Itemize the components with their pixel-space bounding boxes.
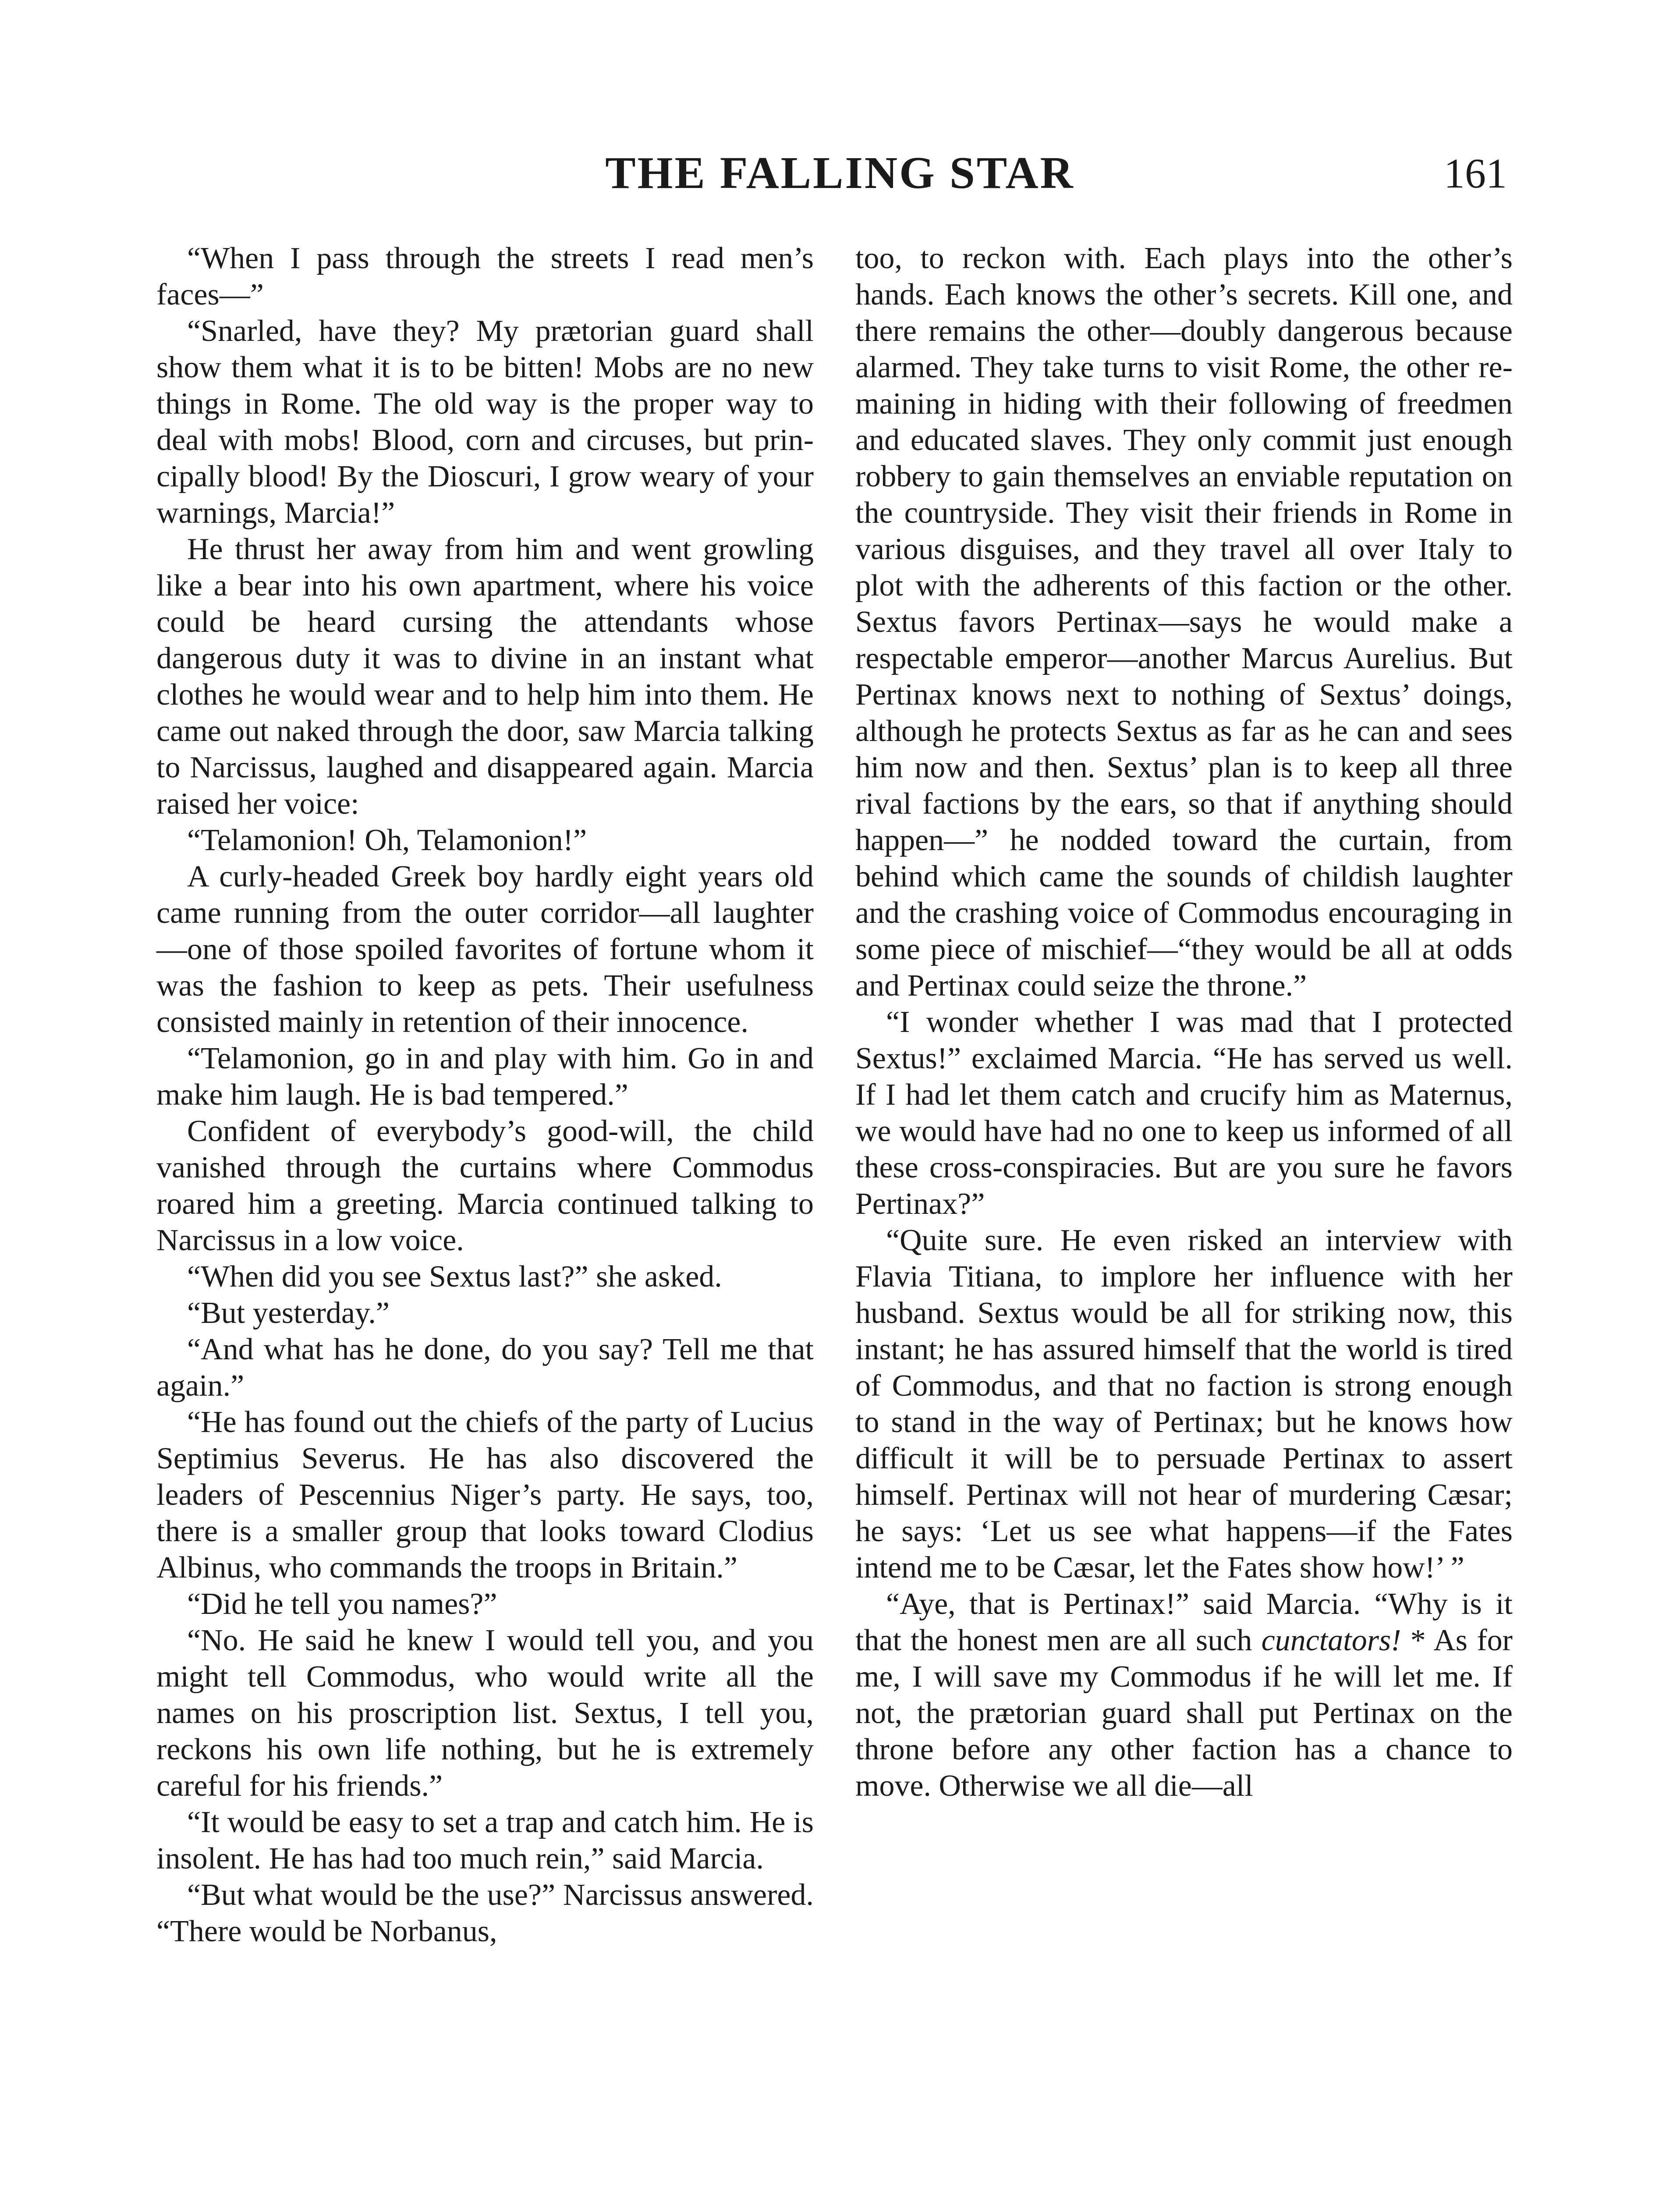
paragraph: A curly-headed Greek boy hardly eight years old came running from the outer corridor—all laughter—one of those spoiled favorites of fortune whom it was the fashion to keep as pets. Their usefulness consisted mainly in retention of their innocence. (156, 860, 814, 1039)
paragraph: “When I pass through the streets I read men’s faces—” (156, 241, 814, 312)
paragraph: “But what would be the use?” Narcissus answered. “There would be Norbanus, (156, 1878, 814, 1948)
paragraph: “Snarled, have they? My prætorian guard shall show them what it is to be bitten! Mobs are no new things in Rome. The old way is the proper way to deal with mobs! Blood, corn and circuses, but principally blood! By the Dioscuri, I grow weary of your warnings, Marcia!” (156, 314, 814, 530)
paragraph: “Telamonion! Oh, Telamonion!” (187, 823, 587, 857)
paragraph: “Did he tell you names?” (187, 1587, 497, 1621)
paragraph: “No. He said he knew I would tell you, and you might tell Commodus, who would write all the names on his proscription list. Sextus, I tell you, reckons his own life nothing, but he is extremely careful for his friends.” (156, 1624, 814, 1803)
page-number: 161 (1444, 150, 1507, 197)
paragraph: “I wonder whether I was mad that I protected Sextus!” exclaimed Marcia. “He has served us well. If I had let them catch and crucify him as Maternus, we would have had no one to keep us informed of all these cross-conspiracies. But are you sure he favors Pertinax?” (855, 1005, 1513, 1221)
paragraph: “And what has he done, do you say? Tell me that again.” (156, 1333, 814, 1403)
paragraph (855, 1586, 1513, 1804)
paragraph: He thrust her away from him and went growling like a bear into his own apartment, where his voice could be heard cursing the attendants whose dangerous duty it was to divine in an instant what clothes he would wear and to help him into them. He came out naked through the door, saw Marcia talking to Narcissus, laughed and disappeared again. Marcia raised her voice: (156, 532, 814, 821)
paragraph: Confident of everybody’s good-will, the child vanished through the curtains where Commodus roared him a greeting. Marcia continued talking to Narcissus in a low voice. (156, 1114, 814, 1257)
paragraph: “Quite sure. He even risked an interview with Flavia Titiana, to implore her influence with her husband. Sextus would be all for striking now, this instant; he has assured himself that the world is tired of Commodus, and that no faction is strong enough to stand in the way of Pertinax; but he knows how difficult it will be to persuade Pertinax to assert himself. Pertinax will not hear of murdering Cæsar; he says: ‘Let us see what happens—if the Fates intend me to be Cæsar, let the Fates show how!’ ” (855, 1223, 1513, 1585)
paragraph-text-after: * As for me, I will save my Commodus if he will let me. If not, the prætorian guard shall put Pertinax on the throne before any other faction has a chance to move. Otherwise we all die—all (855, 1624, 1513, 1803)
paragraph: “When did you see Sextus last?” she asked. (187, 1260, 722, 1294)
paragraph: too, to reckon with. Each plays into the other’s hands. Each knows the other’s secrets. Kill one, and there remains the other—doubly dangerous because alarmed. They take turns to visit Rome, the other remaining in hiding with their following of freedmen and educated slaves. They only commit just enough robbery to gain themselves an enviable reputation on the countryside. They visit their friends in Rome in various disguises, and they travel all over Italy to plot with the adherents of this faction or the other. Sextus favors Pertinax—says he would make a respectable emperor—another Marcus Aurelius. But Pertinax knows next to nothing of Sextus’ doings, although he protects Sextus as far as he can and sees him now and then. Sextus’ plan is to keep all three rival factions by the ears, so that if anything should happen—” he nodded toward the curtain, from behind which came the sounds of childish laughter and the crashing voice of Commodus encouraging in some piece of mischief—“they would be all at odds and Pertinax could seize the throne.” (855, 241, 1513, 1003)
paragraph: “But yesterday.” (187, 1296, 390, 1330)
left-column (156, 240, 814, 1950)
paragraph: “It would be easy to set a trap and catch him. He is insolent. He has had too much rein,” said Marcia. (156, 1805, 814, 1875)
right-column (855, 240, 1513, 1804)
paragraph-italic-term: cunctators! (1261, 1624, 1401, 1657)
paragraph: “He has found out the chiefs of the party of Lucius Septimius Severus. He has also discovered the leaders of Pescennius Niger’s party. He says, too, there is a smaller group that looks toward Clodius Albinus, who commands the troops in Britain.” (156, 1405, 814, 1585)
paragraph: “Telamonion, go in and play with him. Go in and make him laugh. He is bad tempered.” (156, 1042, 814, 1112)
page-title: THE FALLING STAR (605, 148, 1075, 198)
paragraph-text-before: “Aye, that is Pertinax!” said Marcia. “Why is it that the honest men are all such (855, 1587, 1513, 1657)
